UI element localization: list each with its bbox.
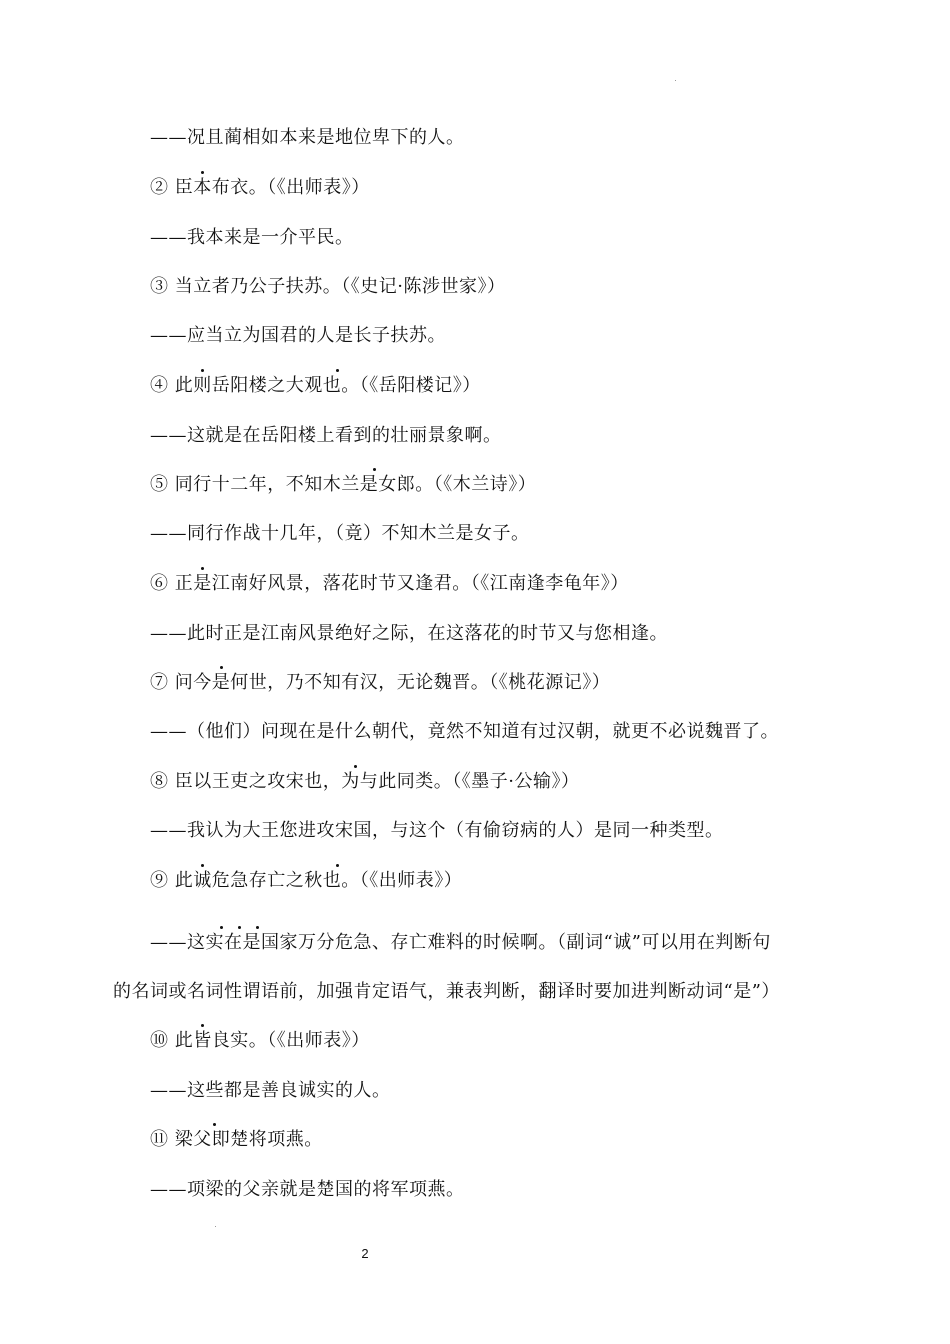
emphasis-dot (220, 666, 223, 669)
emphasis-dot (336, 864, 339, 867)
emphasis-dot (373, 468, 376, 471)
example-line: ⑧ 臣以王吏之攻宋也，为与此同类。（《墨子·公输》） (150, 771, 580, 792)
translation-line: ——我本来是一介平民。 (150, 227, 354, 248)
emphasis-dot (201, 369, 204, 372)
translation-line: ——（他们）问现在是什么朝代，竟然不知道有过汉朝，就更不必说魏晋了。 (150, 721, 779, 742)
translation-line: ——这些都是善良诚实的人。 (150, 1080, 391, 1101)
example-line: ⑤ 同行十二年，不知木兰是女郎。（《木兰诗》） (150, 474, 537, 495)
emphasis-dot (213, 1123, 216, 1126)
example-line: ⑥ 正是江南好风景，落花时节又逢君。（《江南逢李龟年》） (150, 573, 629, 594)
page-number: 2 (361, 1246, 369, 1261)
translation-line: ——这就是在岳阳楼上看到的壮丽景象啊。 (150, 425, 502, 446)
example-line: ⑨ 此诚危急存亡之秋也。（《出师表》） (150, 870, 463, 891)
example-line: ⑦ 问今是何世，乃不知有汉，无论魏晋。（《桃花源记》） (150, 672, 611, 693)
example-line: ⑩ 此皆良实。（《出师表》） (150, 1030, 370, 1051)
translation-line: 的名词或名词性谓语前，加强肯定语气，兼表判断，翻译时要加进判断动词“是”） (113, 981, 780, 1002)
example-line: ② 臣本布衣。（《出师表》） (150, 177, 370, 198)
scan-speck (675, 80, 676, 81)
translation-line: ——我认为大王您进攻宋国，与这个（有偷窃病的人）是同一种类型。 (150, 820, 724, 841)
translation-line: ——应当立为国君的人是长子扶苏。 (150, 325, 446, 346)
emphasis-dot (201, 171, 204, 174)
emphasis-dot (201, 864, 204, 867)
emphasis-dot (336, 369, 339, 372)
translation-line: ——项梁的父亲就是楚国的将军项燕。 (150, 1179, 465, 1200)
translation-line: ——同行作战十几年，（竟）不知木兰是女子。 (150, 523, 530, 544)
text-line: ——况且蔺相如本来是地位卑下的人。 (150, 127, 465, 148)
example-line: ③ 当立者乃公子扶苏。（《史记·陈涉世家》） (150, 276, 506, 297)
example-line: ④ 此则岳阳楼之大观也。（《岳阳楼记》） (150, 375, 481, 396)
translation-line: ——这实在是国家万分危急、存亡难料的时候啊。（副词“诚”可以用在判断句 (150, 932, 771, 953)
example-line: ⑪ 梁父即楚将项燕。 (150, 1129, 323, 1150)
emphasis-dot (256, 926, 259, 929)
translation-line: ——此时正是江南风景绝好之际，在这落花的时节又与您相逢。 (150, 623, 668, 644)
emphasis-dot (238, 926, 241, 929)
emphasis-dot (220, 926, 223, 929)
emphasis-dot (354, 765, 357, 768)
emphasis-dot (201, 1024, 204, 1027)
emphasis-dot (201, 567, 204, 570)
scan-speck (215, 1226, 216, 1227)
